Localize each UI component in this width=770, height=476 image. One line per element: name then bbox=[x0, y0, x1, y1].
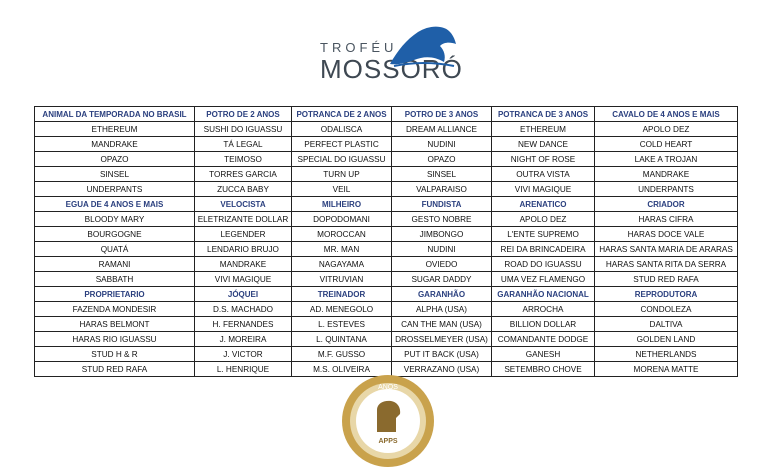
table-cell: DALTIVA bbox=[595, 317, 738, 332]
table-cell: L. HENRIQUE bbox=[195, 362, 292, 377]
column-header: CRIADOR bbox=[595, 197, 738, 212]
table-cell: UMA VEZ FLAMENGO bbox=[492, 272, 595, 287]
column-header: GARANHÃO bbox=[392, 287, 492, 302]
table-cell: OUTRA VISTA bbox=[492, 167, 595, 182]
table-cell: UNDERPANTS bbox=[35, 182, 195, 197]
table-cell: VIVI MAGIQUE bbox=[492, 182, 595, 197]
table-cell: HARAS CIFRA bbox=[595, 212, 738, 227]
table-cell: DREAM ALLIANCE bbox=[392, 122, 492, 137]
table-cell: SINSEL bbox=[35, 167, 195, 182]
table-cell: CONDOLEZA bbox=[595, 302, 738, 317]
table-cell: APOLO DEZ bbox=[595, 122, 738, 137]
table-row bbox=[35, 137, 738, 152]
table-row bbox=[35, 272, 738, 287]
table-cell: VIVI MAGIQUE bbox=[195, 272, 292, 287]
table-cell: NAGAYAMA bbox=[292, 257, 392, 272]
apps-seal bbox=[341, 374, 435, 468]
column-header: TREINADOR bbox=[292, 287, 392, 302]
table-cell: SINSEL bbox=[392, 167, 492, 182]
column-header: ANIMAL DA TEMPORADA NO BRASIL bbox=[35, 107, 195, 122]
table-cell: PUT IT BACK (USA) bbox=[392, 347, 492, 362]
table-cell: OPAZO bbox=[392, 152, 492, 167]
table-cell: J. MOREIRA bbox=[195, 332, 292, 347]
table-cell: ALPHA (USA) bbox=[392, 302, 492, 317]
table-cell: BOURGOGNE bbox=[35, 227, 195, 242]
table-cell: PERFECT PLASTIC bbox=[292, 137, 392, 152]
table-cell: M.S. OLIVEIRA bbox=[292, 362, 392, 377]
horse-head-icon bbox=[384, 20, 460, 70]
table-cell: BILLION DOLLAR bbox=[492, 317, 595, 332]
table-cell: BLOODY MARY bbox=[35, 212, 195, 227]
table-cell: VEIL bbox=[292, 182, 392, 197]
table-cell: TURN UP bbox=[292, 167, 392, 182]
table-cell: RAMANI bbox=[35, 257, 195, 272]
table-cell: STUD RED RAFA bbox=[595, 272, 738, 287]
table-cell: REI DA BRINCADEIRA bbox=[492, 242, 595, 257]
table-row bbox=[35, 182, 738, 197]
logo-line-2: MOSSORÓ bbox=[320, 54, 463, 84]
table-cell: SUGAR DADDY bbox=[392, 272, 492, 287]
table-cell: J. VICTOR bbox=[195, 347, 292, 362]
table-cell: JIMBONGO bbox=[392, 227, 492, 242]
table-cell: VALPARAISO bbox=[392, 182, 492, 197]
column-header: POTRO DE 2 ANOS bbox=[195, 107, 292, 122]
table-cell: NIGHT OF ROSE bbox=[492, 152, 595, 167]
column-header: ARENATICO bbox=[492, 197, 595, 212]
column-header: REPRODUTORA bbox=[595, 287, 738, 302]
table-cell: HARAS BELMONT bbox=[35, 317, 195, 332]
table-cell: FAZENDA MONDESIR bbox=[35, 302, 195, 317]
column-header: POTRANCA DE 2 ANOS bbox=[292, 107, 392, 122]
table-cell: MANDRAKE bbox=[595, 167, 738, 182]
table-header-row bbox=[35, 107, 738, 122]
table-header-row bbox=[35, 287, 738, 302]
seal-top-text: ANOS bbox=[378, 384, 398, 391]
table-cell: GESTO NOBRE bbox=[392, 212, 492, 227]
table-cell: DOPODOMANI bbox=[292, 212, 392, 227]
table-cell: ODALISCA bbox=[292, 122, 392, 137]
table-cell: CAN THE MAN (USA) bbox=[392, 317, 492, 332]
table-cell: LENDARIO BRUJO bbox=[195, 242, 292, 257]
table-cell: ETHEREUM bbox=[35, 122, 195, 137]
table-cell: GANESH bbox=[492, 347, 595, 362]
table-cell: STUD H & R bbox=[35, 347, 195, 362]
column-header: MILHEIRO bbox=[292, 197, 392, 212]
table-row bbox=[35, 302, 738, 317]
table-row bbox=[35, 227, 738, 242]
table-row bbox=[35, 317, 738, 332]
table-cell: OVIEDO bbox=[392, 257, 492, 272]
logo-line-1: TROFÉU bbox=[320, 40, 398, 55]
table-cell: SABBATH bbox=[35, 272, 195, 287]
table-cell: ROAD DO IGUASSU bbox=[492, 257, 595, 272]
column-header: POTRANCA DE 3 ANOS bbox=[492, 107, 595, 122]
table-cell: LEGENDER bbox=[195, 227, 292, 242]
table-cell: TEIMOSO bbox=[195, 152, 292, 167]
table-cell: ETHEREUM bbox=[492, 122, 595, 137]
table-row bbox=[35, 257, 738, 272]
table-cell: SPECIAL DO IGUASSU bbox=[292, 152, 392, 167]
table-row bbox=[35, 167, 738, 182]
table-cell: HARAS DOCE VALE bbox=[595, 227, 738, 242]
table-row bbox=[35, 242, 738, 257]
table-cell: L. QUINTANA bbox=[292, 332, 392, 347]
table-cell: HARAS SANTA RITA DA SERRA bbox=[595, 257, 738, 272]
table-cell: NETHERLANDS bbox=[595, 347, 738, 362]
table-cell: L'ENTE SUPREMO bbox=[492, 227, 595, 242]
table-header-row bbox=[35, 197, 738, 212]
table-cell: DROSSELMEYER (USA) bbox=[392, 332, 492, 347]
table-cell: SUSHI DO IGUASSU bbox=[195, 122, 292, 137]
table-cell: UNDERPANTS bbox=[595, 182, 738, 197]
table-row bbox=[35, 152, 738, 167]
table-cell: D.S. MACHADO bbox=[195, 302, 292, 317]
awards-table bbox=[34, 106, 738, 377]
column-header: FUNDISTA bbox=[392, 197, 492, 212]
table-cell: ARROCHA bbox=[492, 302, 595, 317]
table-cell: SETEMBRO CHOVE bbox=[492, 362, 595, 377]
table-cell: QUATÁ bbox=[35, 242, 195, 257]
table-cell: HARAS RIO IGUASSU bbox=[35, 332, 195, 347]
table-cell: MANDRAKE bbox=[195, 257, 292, 272]
column-header: PROPRIETARIO bbox=[35, 287, 195, 302]
table-cell: MANDRAKE bbox=[35, 137, 195, 152]
table-cell: TÁ LEGAL bbox=[195, 137, 292, 152]
table-cell: TORRES GARCIA bbox=[195, 167, 292, 182]
table-cell: OPAZO bbox=[35, 152, 195, 167]
table-cell: HARAS SANTA MARIA DE ARARAS bbox=[595, 242, 738, 257]
column-header: EGUA DE 4 ANOS E MAIS bbox=[35, 197, 195, 212]
table-cell: GOLDEN LAND bbox=[595, 332, 738, 347]
table-cell: NEW DANCE bbox=[492, 137, 595, 152]
trofeu-mossoro-logo bbox=[300, 14, 470, 84]
table-row bbox=[35, 332, 738, 347]
column-header: POTRO DE 3 ANOS bbox=[392, 107, 492, 122]
table-cell: COMANDANTE DODGE bbox=[492, 332, 595, 347]
table-cell: APOLO DEZ bbox=[492, 212, 595, 227]
column-header: VELOCISTA bbox=[195, 197, 292, 212]
table-row bbox=[35, 122, 738, 137]
column-header: GARANHÃO NACIONAL bbox=[492, 287, 595, 302]
table-cell: L. ESTEVES bbox=[292, 317, 392, 332]
table-cell: COLD HEART bbox=[595, 137, 738, 152]
table-cell: LAKE A TROJAN bbox=[595, 152, 738, 167]
awards-table-body bbox=[35, 107, 738, 377]
table-cell: VITRUVIAN bbox=[292, 272, 392, 287]
seal-center-text: APPS bbox=[378, 438, 398, 445]
table-row bbox=[35, 347, 738, 362]
table-cell: NUDINI bbox=[392, 137, 492, 152]
table-row bbox=[35, 212, 738, 227]
table-cell: NUDINI bbox=[392, 242, 492, 257]
table-cell: MR. MAN bbox=[292, 242, 392, 257]
table-cell: STUD RED RAFA bbox=[35, 362, 195, 377]
table-cell: M.F. GUSSO bbox=[292, 347, 392, 362]
table-cell: VERRAZANO (USA) bbox=[392, 362, 492, 377]
table-cell: MOROCCAN bbox=[292, 227, 392, 242]
table-cell: ZUCCA BABY bbox=[195, 182, 292, 197]
table-cell: MORENA MATTE bbox=[595, 362, 738, 377]
table-cell: H. FERNANDES bbox=[195, 317, 292, 332]
column-header: CAVALO DE 4 ANOS E MAIS bbox=[595, 107, 738, 122]
column-header: JÓQUEI bbox=[195, 287, 292, 302]
table-cell: ELETRIZANTE DOLLAR bbox=[195, 212, 292, 227]
table-cell: AD. MENEGOLO bbox=[292, 302, 392, 317]
